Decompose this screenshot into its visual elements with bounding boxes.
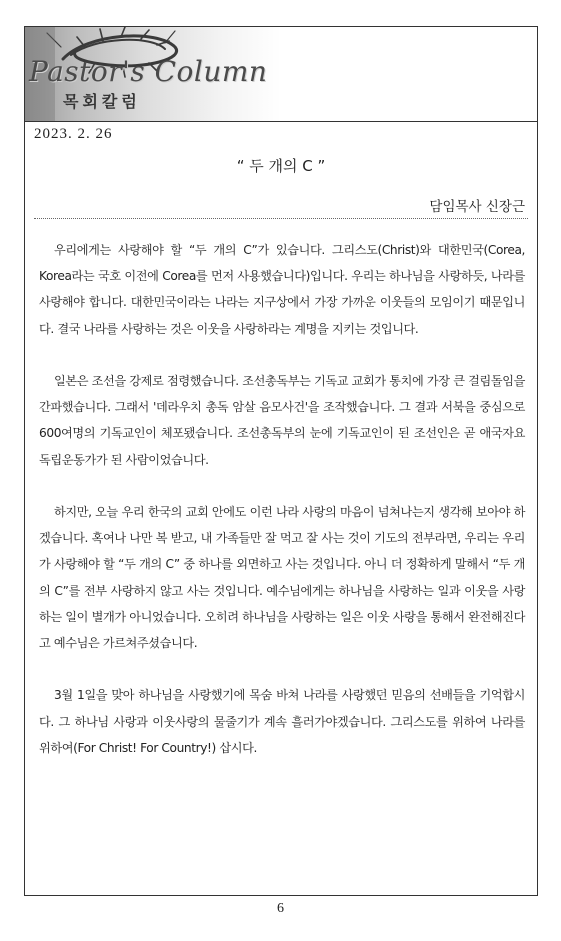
paragraph: 우리에게는 사랑해야 할 “두 개의 C”가 있습니다. 그리스도(Christ)와 대한민국(Corea, Korea라는 국호 이전에 Corea를 먼저 사용했습니다)입니다. 우리는 하나님을 사랑하듯, 나라를 사랑해야 합니다. 대한민국이라는 나라는 지구상에서 가장 가까운 이웃들의 모임이기 때문입니다. 결국 나라를 사랑하는 것은 이웃을 사랑하라는 계명을 지키는 것입니다. xyxy=(39,243,525,336)
article-title: “ 두 개의 C ” xyxy=(236,157,326,175)
paragraph: 하지만, 오늘 우리 한국의 교회 안에도 이런 나라 사랑의 마음이 넘쳐나는지 생각해 보아야 하겠습니다. 혹여나 나만 복 받고, 내 가족들만 잘 먹고 잘 사는 것이 기도의 전부라면, 우리는 우리가 사랑해야 할 “두 개의 C” 중 하나를 외면하고 사는 것입니다. 아니 더 정확하게 말해서 “두 개의 C”를 전부 사랑하지 않고 사는 것입니다. 예수님에게는 하나님을 사랑하는 일과 이웃을 사랑하는 일이 별개가 아니었습니다. 오히려 하나님을 사랑하는 일은 이웃 사랑을 통해서 완전해진다고 예수님은 가르쳐주셨습니다. xyxy=(39,505,525,651)
column-header xyxy=(25,27,537,121)
page-number: 6 xyxy=(277,901,284,916)
column-title-english: Pastor's Column xyxy=(29,55,268,88)
article-author: 담임목사 신장근 xyxy=(429,199,525,215)
article-body xyxy=(39,237,525,787)
paragraph: 일본은 조선을 강제로 점령했습니다. 조선총독부는 기독교 교회가 통치에 가장 큰 걸림돌임을 간파했습니다. 그래서 '데라우치 총독 암살 음모사건'을 조작했습니다. 그 결과 서북을 중심으로 600여명의 기독교인이 체포됐습니다. 조선총독부의 눈에 기독교인이 된 조선인은 곧 애국자요 독립운동가가 된 사람이었습니다. xyxy=(39,374,525,467)
column-title-korean: 목회칼럼 xyxy=(63,92,141,111)
article-date: 2023. 2. 26 xyxy=(34,126,113,142)
paragraph: 3월 1일을 맞아 하나님을 사랑했기에 목숨 바쳐 나라를 사랑했던 믿음의 선배들을 기억합시다. 그 하나님 사랑과 이웃사랑의 물줄기가 계속 흘러가야겠습니다. 그리스도를 위하여 나라를 위하여(For Christ! For Country!) 삽시다. xyxy=(39,688,525,755)
header-divider xyxy=(25,121,537,122)
column-frame xyxy=(24,26,538,896)
dotted-divider xyxy=(34,218,528,219)
